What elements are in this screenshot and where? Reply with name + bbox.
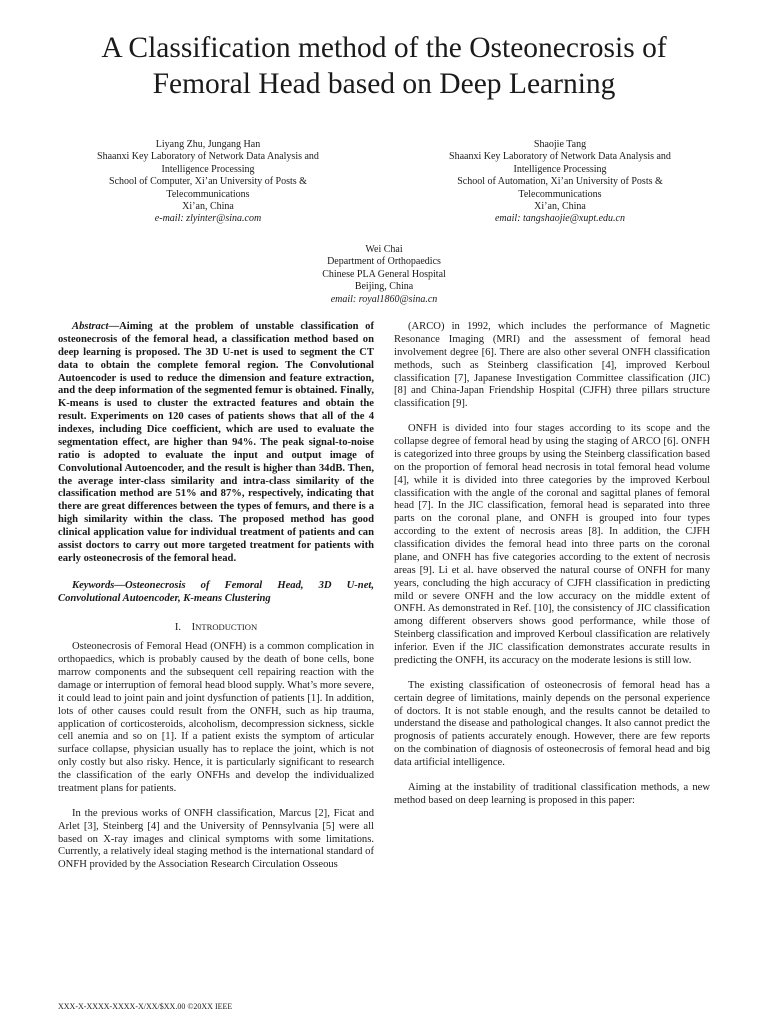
- author-names: Shaojie Tang: [533, 139, 587, 150]
- author-affiliation: School of Computer, Xi’an University of Posts &: [109, 176, 307, 188]
- body-paragraph: Aiming at the instability of traditional classification methods, a new method based on deep learning is proposed in this paper:: [394, 781, 710, 806]
- author-affiliation: Shaanxi Key Laboratory of Network Data Analysis and: [97, 151, 319, 163]
- body-paragraph: In the previous works of ONFH classification, Marcus [2], Ficat and Arlet [3], Steinberg [4] and the University of Pennsylvania [5] were all based on X-ray images and clinical symptoms with some limitations. Currently, a relatively ideal staging method is the international standard of ONFH provided by the Association Research Circulation Osseous: [58, 807, 374, 871]
- author-affiliation: School of Automation, Xi’an University of Posts &: [457, 176, 663, 188]
- author-affiliation: Chinese PLA General Hospital: [322, 268, 446, 280]
- section-title-initial: I: [191, 622, 196, 634]
- author-affiliation: Telecommunications: [166, 188, 250, 200]
- section-number: I.: [174, 622, 181, 634]
- author-affiliation: Department of Orthopaedics: [327, 256, 441, 268]
- author-email[interactable]: email: royal1860@sina.cn: [330, 293, 438, 305]
- author-affiliation: Shaanxi Key Laboratory of Network Data Analysis and: [449, 151, 671, 163]
- author-location: Beijing, China: [354, 281, 414, 293]
- body-paragraph: ONFH is divided into four stages according to its scope and the collapse degree of femoral head by using the staging of ARCO [6]. ONFH is categorized into three groups by using the Steinberg classification based on the proportion of femoral head necrosis in total femoral head volume [4], while it is divided into three categories by the improved Kerboul classification with the angle of the coronal and sagittal planes of femoral head [7]. In the JIC classification, femoral head is separated into three parts on the coronal plane, and ONFH is grouped into four types according to the extent of necrosis areas [8]. In addition, the CJFH classification divides the femoral head into three parts on the coronal plane, and ONFH has five categories according to the extent of necrosis areas [9]. Li et al. have observed the natural course of ONFH for many years, concluding the high accuracy of CJFH classification in predicting mild or severe ONFH and the low accuracy on the middle extent of ONFH. As demonstrated in Ref. [10], the consistency of JIC classification among different observers shows good performance, while those of Steinberg classification and improved Kerboul classification are relatively inferior. Even if the JIC classification demonstrates accurate results in predicting the ONFH, its accuracy on the moderate lesions is still low.: [394, 423, 710, 666]
- author-location: Xi’an, China: [182, 201, 234, 213]
- author-location: Xi’an, China: [534, 201, 586, 213]
- author-affiliation: Intelligence Processing: [513, 163, 607, 175]
- body-paragraph: (ARCO) in 1992, which includes the performance of Magnetic Resonance Imaging (MRI) and the assessment of femoral head involvement degree [6]. There are also other several ONFH classification methods, such as Steinberg classification [4], improved Kerboul classification [7], Japanese Investigation Committee classification (JIC) [8] and China-Japan Friendship Hospital (CJFH) three pillars structure classification [9].: [394, 321, 710, 410]
- abstract-lead: Abstract: [72, 321, 109, 332]
- abstract: [58, 321, 374, 566]
- left-column: [58, 321, 374, 872]
- author-block-2: [410, 139, 710, 226]
- author-block-1: [58, 139, 358, 226]
- section-title-rest: NTRODUCTION: [195, 622, 258, 633]
- abstract-text: —Aiming at the problem of unstable classification of osteonecrosis of the femoral head, a classification method based on deep learning is proposed. The 3D U-net is used to segment the CT data to obtain the complete femoral region. The Convolutional Autoencoder is used to reduce the dimension and feature extraction, and the deep information of the segmented femur is obtained. Finally, K-means is used to cluster the extracted features and obtain the result. Experiments on 120 cases of patients shows that all of the 4 indexes, including Dice coefficient, which are used to evaluate the segmentation effect, are higher than 94%. The peak signal-to-noise ratio is adopted to evaluate the input and output image of Convolutional Autoencoder, and the result is higher than 34dB. Then, the average inter-class similarity and intra-class similarity of the classification method are 51% and 87%, respectively, indicating that there are great differences between the types of femurs, and there is a high similarity within the class. The proposed method has good clinical application value for individual treatment of patients and can assist doctors to carry out more targeted treatment for patients with early osteonecrosis of the femoral head.: [58, 321, 374, 564]
- title-line-1: A Classification method of the Osteonecrosis of: [101, 32, 667, 64]
- right-column: [394, 321, 710, 808]
- author-affiliation: Telecommunications: [518, 188, 602, 200]
- paper-title: [40, 30, 728, 102]
- keywords: Keywords—Osteonecrosis of Femoral Head, 3D U-net, Convolutional Autoencoder, K-means Clustering: [58, 579, 374, 604]
- title-line-2: Femoral Head based on Deep Learning: [152, 68, 616, 100]
- author-email[interactable]: e-mail: zlyinter@sina.com: [154, 213, 262, 225]
- author-affiliation: Intelligence Processing: [161, 163, 255, 175]
- section-heading-introduction: [58, 621, 374, 635]
- body-paragraph: Osteonecrosis of Femoral Head (ONFH) is a common complication in orthopaedics, which is probably caused by the death of bone cells, bone marrow components and the subsequent cell repairing reaction with the damage or interruption of femoral head blood supply. What’s more severe, it could lead to joint pain and joint dysfunction of patients [1]. In addition, lots of other causes could result from the ONFH, such as hip trauma, application of corticosteroids, alcoholism, decompression sickness, sickle cell anemia and so on [1]. If a patient exists the symptom of articular surface collapse, physician usually has to replace the joint, which is not only costly but also risky. Hence, it is particularly significant to research the classification of the early ONFHs and develop the individualized treatment plans for patients.: [58, 641, 374, 794]
- body-paragraph: The existing classification of osteonecrosis of femoral head has a certain degree of limitations, mainly depends on the personal experience of doctors. It is not stable enough, and the results cannot be detailed to understand the disease and pathological changes. It also cannot predict the prognosis of patients accurately enough. However, there are few reports on the combination of diagnosis of osteonecrosis of femoral head and big data artificial intelligence.: [394, 679, 710, 768]
- author-names: Liyang Zhu, Jungang Han: [155, 139, 261, 150]
- author-names: Wei Chai: [365, 244, 403, 255]
- copyright-footer: XXX-X-XXXX-XXXX-X/XX/$XX.00 ©20XX IEEE: [58, 1002, 233, 1011]
- author-block-3: [234, 244, 534, 306]
- author-email[interactable]: email: tangshaojie@xupt.edu.cn: [494, 213, 625, 225]
